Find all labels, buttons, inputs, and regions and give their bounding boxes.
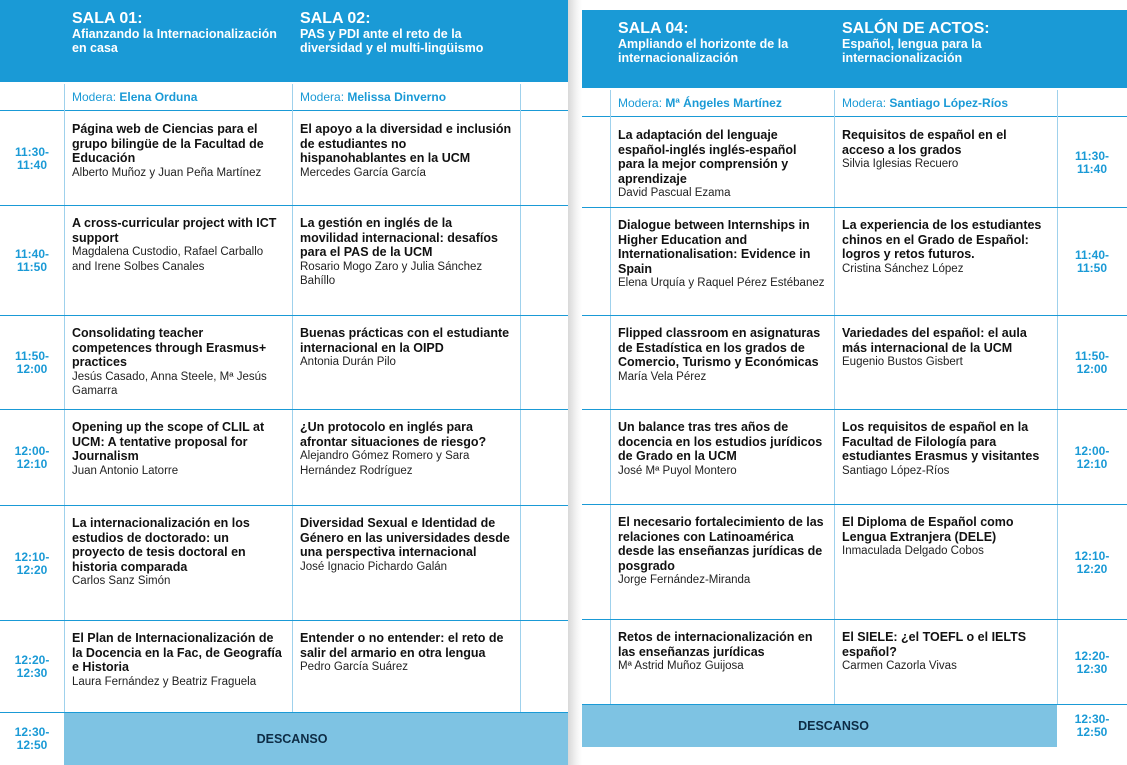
moderator-name: Mª Ángeles Martínez — [665, 96, 782, 110]
break-label: DESCANSO — [798, 719, 869, 733]
talk-cell — [64, 621, 292, 713]
talk-authors: Cristina Sánchez López — [842, 262, 964, 275]
break-row — [0, 713, 568, 765]
talk-title: El SIELE: ¿el TOEFL o el IELTS español? — [842, 630, 1027, 659]
time-slot: 12:10- 12:20 — [14, 549, 50, 577]
room-title: SALA 02: — [300, 10, 371, 27]
talk-title: El necesario fortalecimiento de las relaciones con Latinoamérica desde las enseñanzas jurídicas de posgrado — [618, 515, 824, 573]
talk-cell — [292, 112, 520, 206]
talk-authors: Elena Urquía y Raquel Pérez Estébanez — [618, 277, 825, 289]
room-subtitle: Afianzando la Internacionalización en casa — [72, 27, 277, 55]
talk-cell — [64, 410, 292, 506]
talk-title: El Diploma de Español como Lengua Extranjera (DELE) — [842, 515, 1014, 544]
talk-cell — [834, 505, 1057, 620]
moderator-name: Elena Orduna — [119, 90, 198, 104]
talk-title: Flipped classroom en asignaturas de Estadística en los grados de Comercio, Turismo y Económicas — [618, 326, 821, 369]
talk-authors: Laura Fernández y Beatriz Fraguela — [72, 675, 257, 688]
talk-title: Página web de Ciencias para el grupo bilingüe de la Facultad de Educación — [72, 122, 264, 165]
talk-authors: Alejandro Gómez Romero y Sara Hernández Rodríguez — [300, 450, 470, 477]
break-time: 12:30- 12:50 — [1057, 705, 1127, 747]
talk-cell — [64, 316, 292, 410]
book-gutter — [568, 0, 582, 765]
talk-cell — [292, 316, 520, 410]
break-time: 12:30- 12:50 — [0, 713, 64, 765]
talk-title: Retos de internacionalización en las enseñanzas jurídicas — [618, 630, 813, 659]
talk-cell — [610, 118, 834, 208]
talk-cell — [292, 206, 520, 316]
right-page — [582, 10, 1127, 765]
moderator-prefix: Modera: — [842, 96, 887, 110]
moderator-name: Melissa Dinverno — [347, 90, 447, 104]
time-slot: 12:00- 12:10 — [1074, 443, 1110, 471]
talk-title: A cross-curricular project with ICT support — [72, 216, 277, 245]
moderator-prefix: Modera: — [72, 90, 117, 104]
time-slot: 11:30- 11:40 — [1074, 149, 1110, 176]
time-slot: 12:00- 12:10 — [14, 444, 50, 471]
talk-cell — [64, 112, 292, 206]
talk-title: Un balance tras tres años de docencia en los estudios jurídicos de Grado en la UCM — [618, 420, 823, 463]
moderator-line — [610, 90, 834, 116]
row-divider — [582, 116, 1127, 117]
talk-authors: Carmen Cazorla Vivas — [842, 660, 957, 672]
room-title: SALÓN DE ACTOS: — [842, 20, 990, 37]
talk-authors: David Pascual Ezama — [618, 187, 731, 199]
talk-authors: Pedro García Suárez — [300, 661, 409, 673]
talk-cell — [834, 316, 1057, 410]
talk-authors: Santiago López-Ríos — [842, 464, 950, 477]
talk-cell — [610, 208, 834, 316]
room-title: SALA 04: — [618, 20, 689, 37]
moderator-name: Santiago López-Ríos — [889, 96, 1009, 110]
room-header — [834, 10, 1057, 88]
talk-title: La adaptación del lenguaje español-inglés inglés-español para la mejor comprensión y aprendizaje — [618, 128, 797, 186]
talk-authors: Rosario Mogo Zaro y Julia Sánchez Bahíllo — [300, 260, 483, 287]
talk-cell — [64, 506, 292, 621]
talk-title: Los requisitos de español en la Facultad de Filología para estudiantes Erasmus y visitantes — [842, 420, 1040, 463]
column-divider — [520, 84, 521, 713]
talk-cell — [610, 410, 834, 505]
talk-authors: Antonia Durán Pilo — [300, 356, 396, 368]
room-title: SALA 01: — [72, 10, 143, 27]
talk-cell — [292, 621, 520, 713]
talk-authors: Jorge Fernández-Miranda — [618, 574, 751, 586]
talk-authors: Inmaculada Delgado Cobos — [842, 545, 984, 557]
room-subtitle: PAS y PDI ante el reto de la diversidad y el multi-lingüismo — [300, 27, 484, 55]
talk-authors: Alberto Muñoz y Juan Peña Martínez — [72, 166, 262, 179]
talk-title: Consolidating teacher competences through Erasmus+ practices — [72, 326, 267, 369]
talk-authors: Juan Antonio Latorre — [72, 464, 179, 477]
talk-authors: Jesús Casado, Anna Steele, Mª Jesús Gamarra — [72, 370, 267, 397]
talk-title: El Plan de Internacionalización de la Docencia en la Fac, de Geografía e Historia — [72, 631, 282, 674]
time-slot: 12:20- 12:30 — [14, 653, 50, 680]
talk-cell — [292, 506, 520, 621]
talk-title: Opening up the scope of CLIL at UCM: A tentative proposal for Journalism — [72, 420, 265, 463]
time-slot: 11:40- 11:50 — [14, 247, 50, 274]
break-label: DESCANSO — [256, 732, 328, 746]
moderator-line — [834, 90, 1057, 116]
talk-cell — [610, 316, 834, 410]
time-slot: 11:30- 11:40 — [14, 145, 50, 172]
time-slot: 12:20- 12:30 — [1074, 648, 1110, 676]
room-header — [292, 0, 520, 82]
talk-cell — [834, 208, 1057, 316]
talk-authors: Mercedes García García — [300, 166, 426, 179]
talk-cell — [292, 410, 520, 506]
talk-authors: José Mª Puyol Montero — [618, 464, 737, 477]
talk-title: La internacionalización en los estudios de doctorado: un proyecto de tesis doctoral en historia comparada — [72, 516, 250, 574]
talk-title: Entender o no entender: el reto de salir del armario en otra lengua — [300, 631, 504, 660]
talk-title: La gestión en inglés de la movilidad internacional: desafíos para el PAS de la UCM — [300, 216, 498, 259]
talk-authors: María Vela Pérez — [618, 370, 707, 383]
room-subtitle: Ampliando el horizonte de la internacionalización — [618, 37, 789, 65]
moderator-line — [292, 84, 520, 110]
talk-cell — [834, 410, 1057, 505]
room-subtitle: Español, lengua para la internacionalización — [842, 37, 982, 65]
room-header — [610, 10, 834, 88]
time-slot: 11:40- 11:50 — [1074, 248, 1110, 275]
time-slot: 11:50- 12:00 — [1074, 349, 1110, 376]
talk-authors: Carlos Sanz Simón — [72, 575, 171, 587]
talk-authors: Silvia Iglesias Recuero — [842, 158, 959, 170]
talk-cell — [834, 620, 1057, 705]
talk-authors: Mª Astrid Muñoz Guijosa — [618, 660, 744, 672]
moderator-prefix: Modera: — [618, 96, 663, 110]
talk-title: El apoyo a la diversidad e inclusión de estudiantes no hispanohablantes en la UCM — [300, 122, 512, 165]
time-slot: 11:50- 12:00 — [14, 349, 50, 376]
talk-cell — [610, 505, 834, 620]
talk-authors: Magdalena Custodio, Rafael Carballo and Irene Solbes Canales — [72, 246, 264, 273]
talk-cell — [610, 620, 834, 705]
break-row — [582, 705, 1127, 747]
talk-title: Diversidad Sexual e Identidad de Género en las universidades desde una perspectiva internacional — [300, 516, 510, 559]
talk-title: Dialogue between Internships in Higher Education and Internationalisation: Evidence in Spain — [618, 218, 811, 276]
talk-title: Variedades del español: el aula más internacional de la UCM — [842, 326, 1027, 355]
moderator-prefix: Modera: — [300, 90, 345, 104]
talk-cell — [64, 206, 292, 316]
row-divider — [0, 110, 568, 111]
room-header — [64, 0, 292, 82]
talk-title: ¿Un protocolo en inglés para afrontar situaciones de riesgo? — [300, 420, 487, 449]
time-slot: 12:10- 12:20 — [1074, 548, 1110, 576]
talk-authors: José Ignacio Pichardo Galán — [300, 560, 448, 573]
talk-cell — [834, 118, 1057, 208]
talk-title: Buenas prácticas con el estudiante internacional en la OIPD — [300, 326, 510, 355]
talk-title: La experiencia de los estudiantes chinos en el Grado de Español: logros y retos futuros. — [842, 218, 1042, 261]
talk-authors: Eugenio Bustos Gisbert — [842, 356, 963, 368]
talk-title: Requisitos de español en el acceso a los grados — [842, 128, 1007, 157]
moderator-line — [64, 84, 292, 110]
